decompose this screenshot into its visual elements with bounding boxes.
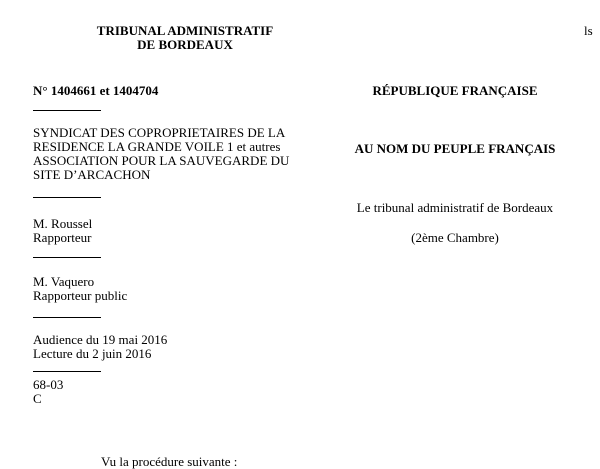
people-heading: AU NOM DU PEUPLE FRANÇAIS [354,141,556,156]
divider [33,197,101,198]
court-name-line2: DE BORDEAUX [137,37,233,52]
corner-mark: ls [584,23,593,38]
party-line: SYNDICAT DES COPROPRIETAIRES DE LA [33,125,286,140]
classification-code: 68-03 [33,377,64,392]
chamber-line: (2ème Chambre) [411,230,499,245]
dates-block [33,333,167,361]
rapporteur-public-role: Rapporteur public [33,288,128,303]
divider [33,257,101,258]
divider [33,110,101,111]
lecture-date: Lecture du 2 juin 2016 [33,346,152,361]
rapporteur-name: M. Roussel [33,216,93,231]
republic-heading: RÉPUBLIQUE FRANÇAISE [372,83,538,98]
audience-date: Audience du 19 mai 2016 [33,332,168,347]
divider [33,317,101,318]
classification-block [33,378,63,406]
rapporteur-public-name: M. Vaquero [33,274,95,289]
tribunal-line: Le tribunal administratif de Bordeaux [356,200,554,215]
party-line: SITE D’ARCACHON [33,167,151,182]
parties-block [33,126,289,182]
procedure-intro: Vu la procédure suivante : [101,454,238,469]
rapporteur-block [33,217,92,245]
party-line: ASSOCIATION POUR LA SAUVEGARDE DU [33,153,290,168]
court-name-line1: TRIBUNAL ADMINISTRATIF [96,23,274,38]
rapporteur-public-block [33,275,127,303]
court-header [60,24,310,52]
classification-letter: C [33,391,42,406]
party-line: RESIDENCE LA GRANDE VOILE 1 et autres [33,139,281,154]
case-numbers: N° 1404661 et 1404704 [33,83,159,98]
rapporteur-role: Rapporteur [33,230,92,245]
divider [33,371,101,372]
